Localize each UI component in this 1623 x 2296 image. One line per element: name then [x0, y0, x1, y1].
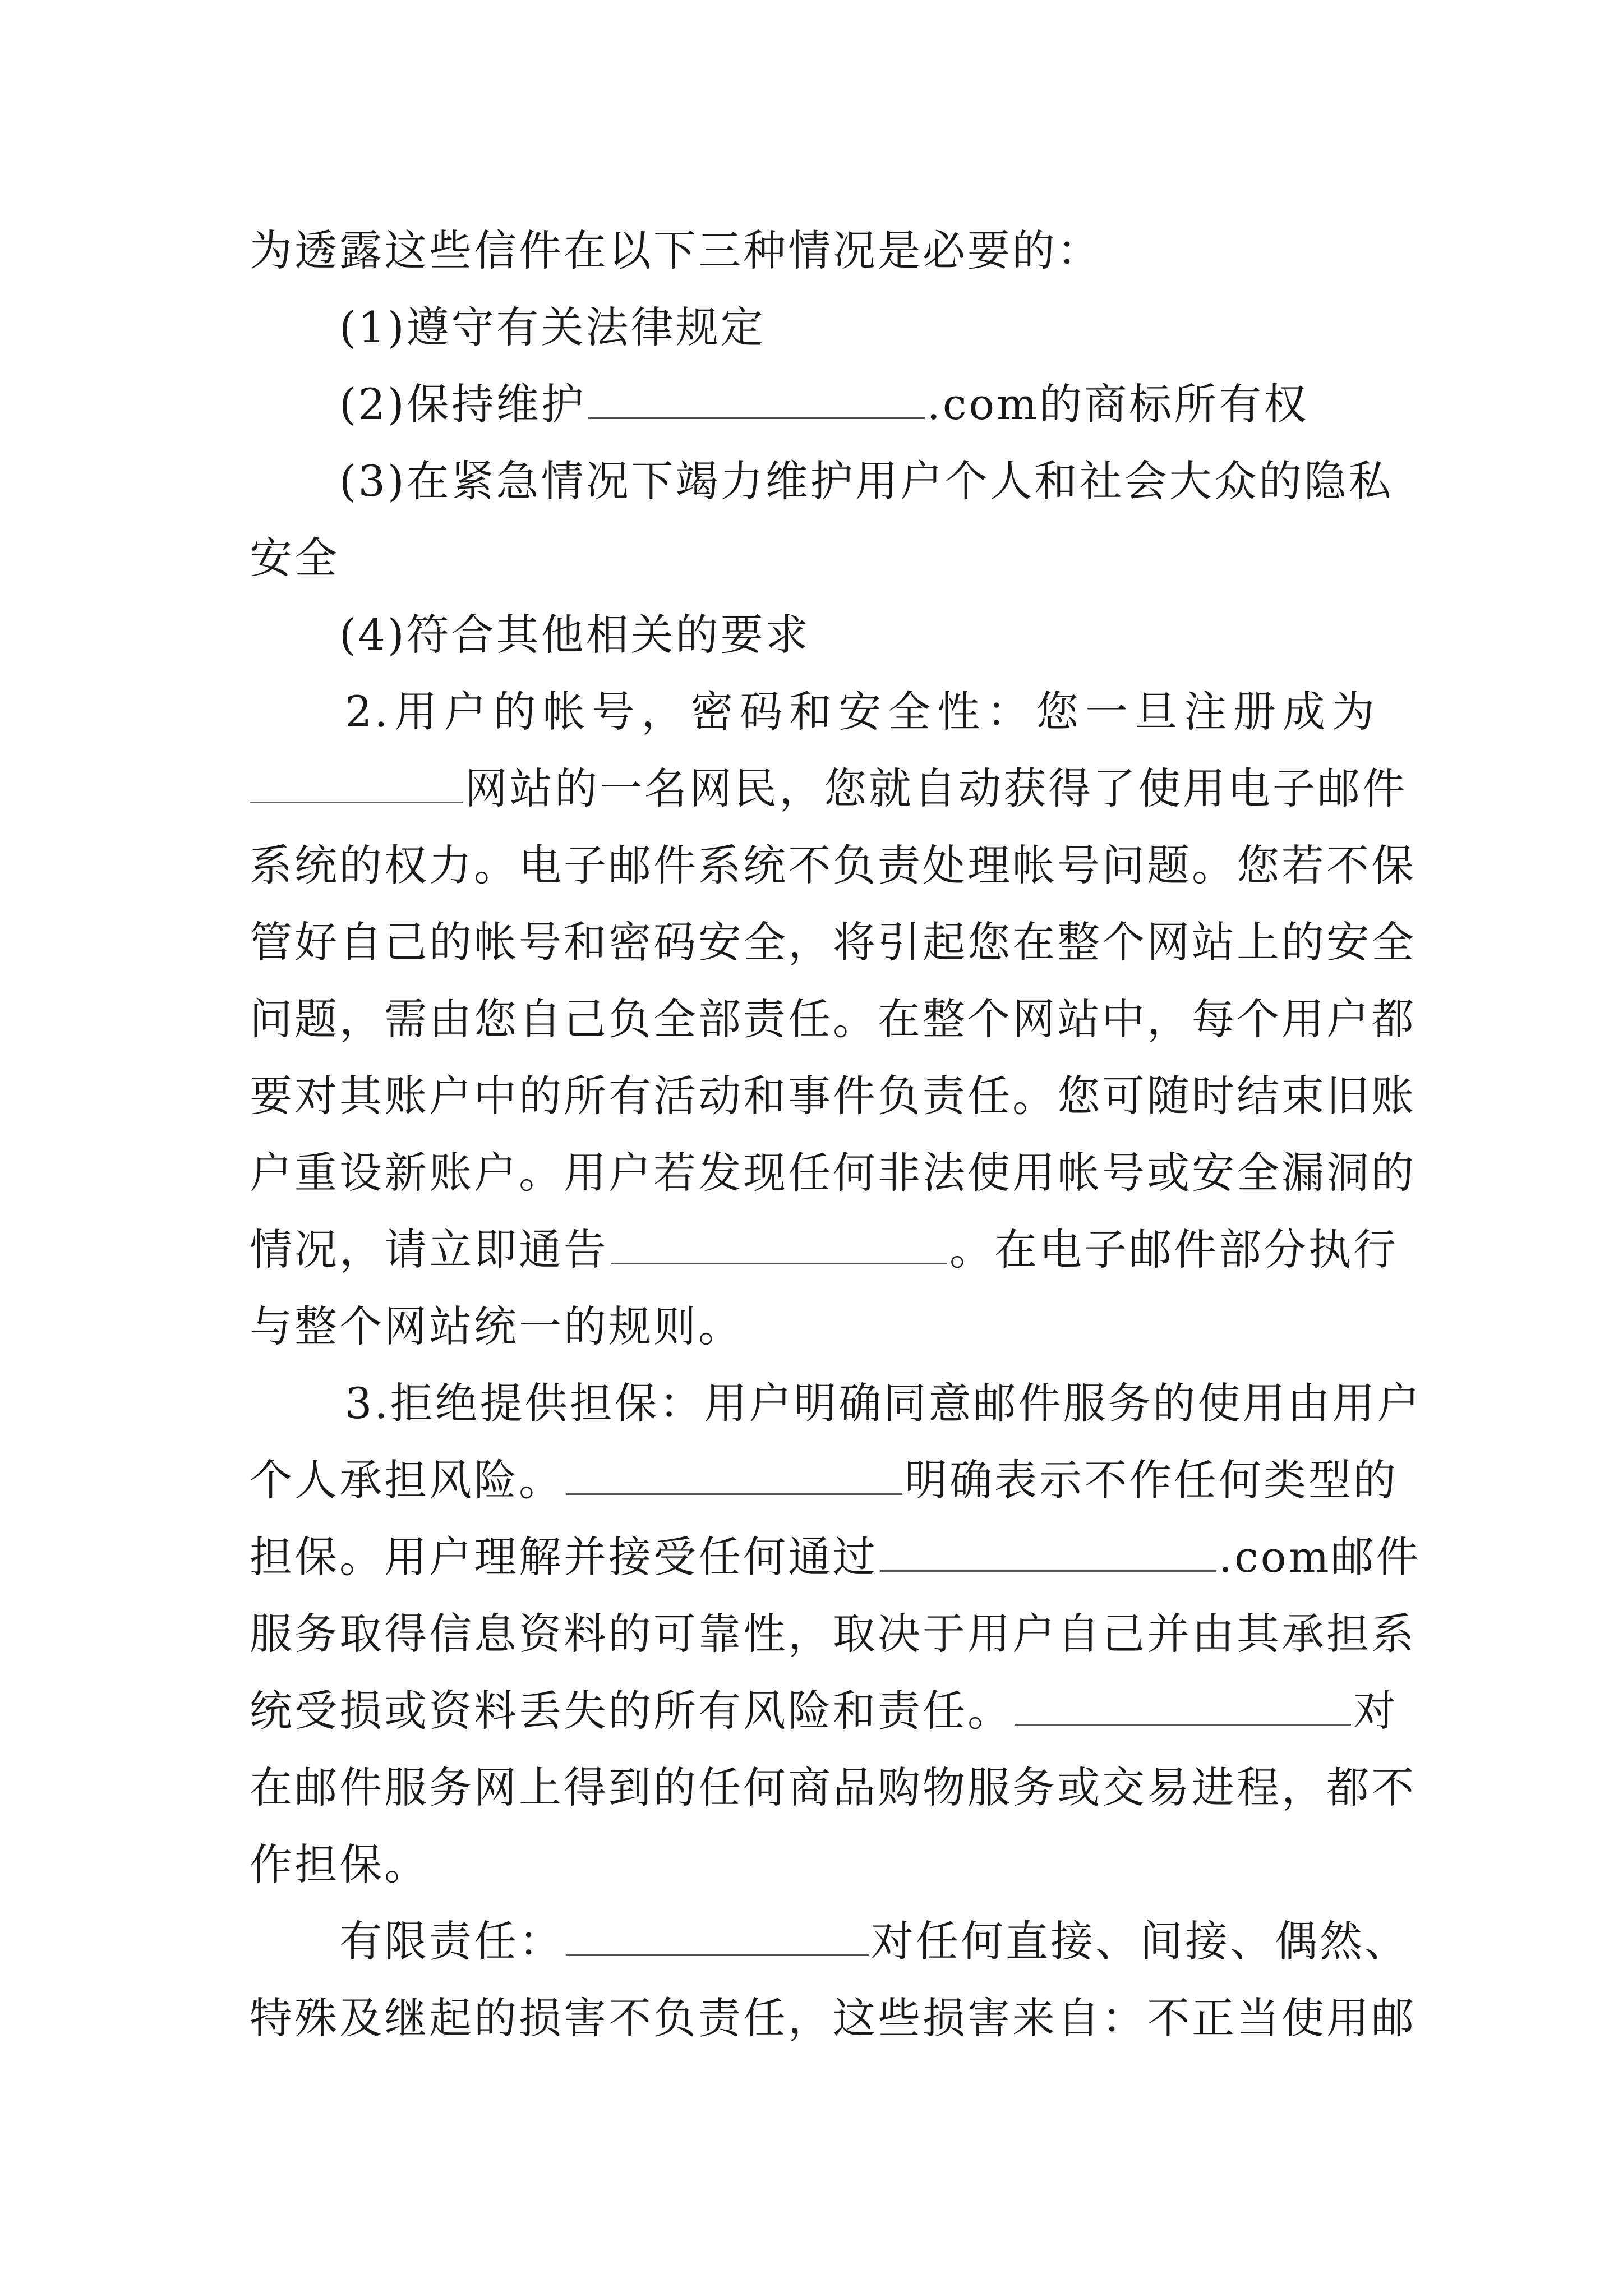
line-text: 情况，请立即通告 [250, 1225, 608, 1274]
list-item-1 [250, 289, 1377, 366]
list-item-2 [250, 366, 1377, 443]
line-text: (2)保持维护 [339, 379, 586, 429]
text-line [250, 1519, 1421, 1595]
text-line [250, 904, 1416, 981]
section-3-heading [250, 1365, 1422, 1442]
text-line [250, 1672, 1398, 1749]
line-text: 在邮件服务网上得到的任何商品购物服务或交易进程，都不 [250, 1763, 1416, 1812]
list-item-3 [250, 443, 1394, 519]
text-line [250, 750, 1407, 827]
line-text: 明确表示不作任何类型的 [905, 1455, 1398, 1505]
line-text: 要对其账户中的所有活动和事件负责任。您可随时结束旧账 [250, 1071, 1416, 1121]
line-text: .com邮件 [1219, 1532, 1421, 1582]
blank-underline [611, 1226, 947, 1264]
line-text: 有限责任： [339, 1916, 564, 1966]
text-line [250, 1057, 1416, 1134]
line-text: 服务取得信息资料的可靠性，取决于用户自己并由其承担系 [250, 1609, 1416, 1659]
blank-underline [880, 1533, 1216, 1572]
blank-underline [566, 1917, 869, 1956]
text-line [250, 1134, 1416, 1211]
document-body [250, 212, 1422, 2056]
line-text: 作担保。 [250, 1839, 429, 1889]
line-text: 2.用户的帐号，密码和安全性：您一旦注册成为 [345, 687, 1377, 737]
line-text: 担保。用户理解并接受任何通过 [250, 1532, 878, 1582]
text-line [250, 827, 1416, 904]
line-text: 户重设新账户。用户若发现任何非法使用帐号或安全漏洞的 [250, 1148, 1416, 1198]
line-text: (4)符合其他相关的要求 [339, 610, 810, 660]
limited-liability-heading [250, 1903, 1409, 1980]
section-2-heading [250, 673, 1377, 750]
line-text: 为透露这些信件在以下三种情况是必要的： [250, 226, 1102, 275]
text-line [250, 1826, 1377, 1903]
line-text: (1)遵守有关法律规定 [339, 302, 766, 352]
line-text: 统受损或资料丢失的所有风险和责任。 [250, 1686, 1012, 1736]
text-line [250, 1980, 1416, 2056]
line-text: 3.拒绝提供担保：用户明确同意邮件服务的使用由用户 [345, 1378, 1422, 1428]
line-text: .com的商标所有权 [926, 379, 1309, 429]
text-line [250, 981, 1416, 1057]
text-line [250, 1442, 1398, 1519]
line-text: 个人承担风险。 [250, 1455, 564, 1505]
line-text: 对任何直接、间接、偶然、 [871, 1916, 1409, 1966]
line-text: 问题，需由您自己负全部责任。在整个网站中，每个用户都 [250, 994, 1416, 1044]
line-text: 与整个网站统一的规则。 [250, 1301, 743, 1351]
blank-underline [588, 380, 925, 419]
line-text: (3)在紧急情况下竭力维护用户个人和社会大众的隐私 [339, 456, 1394, 506]
line-text: 特殊及继起的损害不负责任，这些损害来自：不正当使用邮 [250, 1993, 1416, 2043]
line-text: 管好自己的帐号和密码安全，将引起您在整个网站上的安全 [250, 917, 1416, 967]
line-text: 系统的权力。电子邮件系统不负责处理帐号问题。您若不保 [250, 840, 1416, 890]
text-line [250, 1288, 1377, 1365]
text-line [250, 519, 1377, 596]
blank-underline [566, 1456, 902, 1495]
text-line [250, 212, 1377, 289]
line-text: 。在电子邮件部分执行 [949, 1225, 1398, 1274]
list-item-4 [250, 596, 1377, 673]
text-line [250, 1595, 1416, 1672]
line-text: 网站的一名网民，您就自动获得了使用电子邮件 [465, 763, 1407, 813]
blank-underline [1015, 1687, 1351, 1726]
line-text: 安全 [250, 533, 339, 583]
blank-underline [250, 765, 463, 803]
text-line [250, 1211, 1398, 1288]
text-line [250, 1749, 1416, 1826]
line-text: 对 [1353, 1686, 1398, 1736]
